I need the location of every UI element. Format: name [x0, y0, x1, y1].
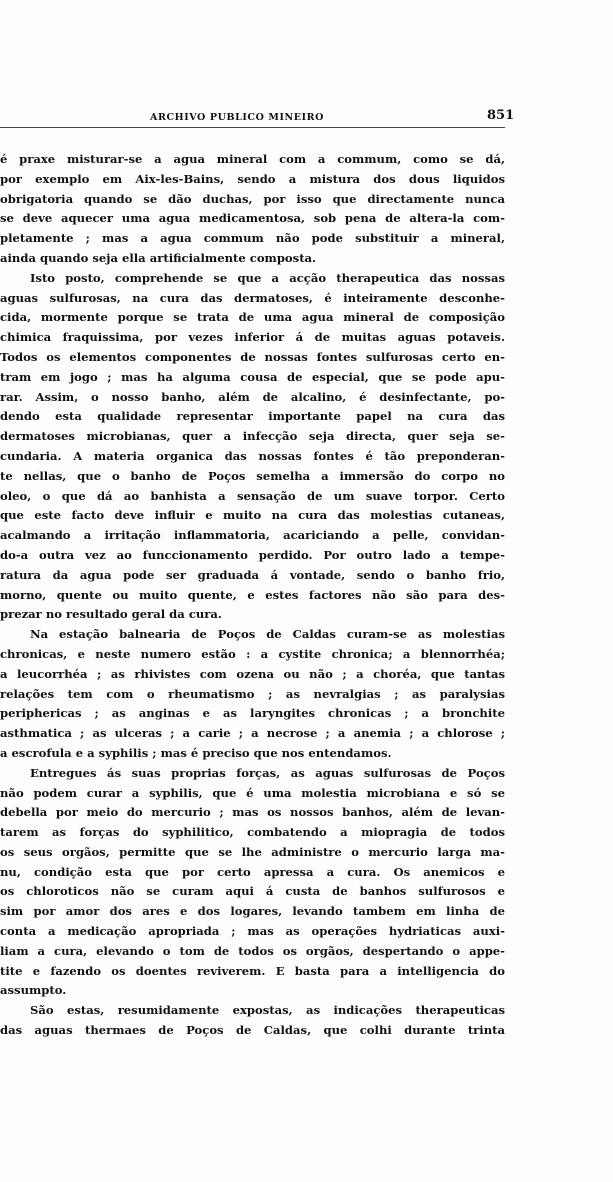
- text-line: prezar no resultado geral da cura.: [0, 607, 222, 622]
- text-line: cida, mormente porque se trata de uma agua mineral de composição: [0, 310, 505, 325]
- text-line: que este facto deve influir e muito na cura das molestias cutaneas,: [0, 508, 505, 523]
- text-line: dermatoses microbianas, quer a infecção seja directa, quer seja se-: [0, 429, 505, 444]
- text-line: do-a outra vez ao funccionamento perdido. Por outro lado a tempe-: [0, 547, 505, 562]
- text-line: não podem curar a syphilis, que é uma molestia microbiana e só se: [0, 785, 505, 800]
- text-line: asthmatica ; as ulceras ; a carie ; a necrose ; a anemia ; a chlorose ;: [0, 726, 505, 741]
- text-line: rar. Assim, o nosso banho, além de alcalino, é desinfectante, po-: [0, 389, 505, 404]
- text-line: Todos os elementos componentes de nossas fontes sulfurosas certo en-: [0, 349, 505, 364]
- text-line: obrigatoria quando se dão duchas, por isso que directamente nunca: [0, 191, 505, 206]
- text-line: tite e fazendo os doentes reviverem. E basta para a intelligencia do: [0, 963, 505, 978]
- text-line: pletamente ; mas a agua commum não pode substituir a mineral,: [0, 231, 505, 246]
- paragraph-start-line: Isto posto, comprehende se que a acção therapeutica das nossas: [30, 270, 505, 285]
- text-line: tarem as forças do syphilitico, combatendo a miopragia de todos: [0, 825, 505, 840]
- text-line: sim por amor dos ares e dos logares, levando tambem em linha de: [0, 904, 505, 919]
- text-line: aguas sulfurosas, na cura das dermatoses, é inteiramente desconhe-: [0, 290, 505, 305]
- text-line: se deve aquecer uma agua medicamentosa, sob pena de altera-la com-: [0, 211, 505, 226]
- text-line: acalmando a irritação inflammatoria, acariciando a pelle, convidan-: [0, 528, 505, 543]
- text-line: por exemplo em Aix-les-Bains, sendo a mistura dos dous liquidos: [0, 171, 505, 186]
- text-line: conta a medicação apropriada ; mas as operações hydriaticas auxi-: [0, 924, 505, 939]
- text-line: chronicas, e neste numero estão : a cystite chronica; a blennorrhéa;: [0, 646, 505, 661]
- text-line: nu, condição esta que por certo apressa a cura. Os anemicos e: [0, 864, 505, 879]
- paragraph-start-line: Na estação balnearia de Poços de Caldas curam-se as molestias: [30, 627, 505, 642]
- text-line: a leucorrhéa ; as rhivistes com ozena ou não ; a choréa, que tantas: [0, 666, 505, 681]
- text-line: relações tem com o rheumatismo ; as nevralgias ; as paralysias: [0, 686, 505, 701]
- text-line: ratura da agua pode ser graduada á vontade, sendo o banho frio,: [0, 567, 505, 582]
- text-line: os seus orgãos, permitte que se lhe administre o mercurio larga ma-: [0, 844, 505, 859]
- text-line: morno, quente ou muito quente, e estes factores não são para des-: [0, 587, 505, 602]
- text-line: dendo esta qualidade representar importante papel na cura das: [0, 409, 505, 424]
- text-line: te nellas, que o banho de Poços semelha a immersão do corpo no: [0, 468, 505, 483]
- text-line: oleo, o que dá ao banhista a sensação de um suave torpor. Certo: [0, 488, 505, 503]
- text-line: chimica fraquissima, por vezes inferior á de muitas aguas potaveis.: [0, 330, 505, 345]
- text-line: a escrofula e a syphilis ; mas é preciso que nos entendamos.: [0, 745, 392, 760]
- text-line: tram em jogo ; mas ha alguma cousa de especial, que se pode apu-: [0, 369, 505, 384]
- text-line: liam a cura, elevando o tom de todos os orgãos, despertando o appe-: [0, 943, 505, 958]
- text-line: é praxe misturar-se a agua mineral com a commum, como se dá,: [0, 152, 505, 166]
- text-line: debella por meio do mercurio ; mas os nossos banhos, além de levan-: [0, 805, 505, 820]
- body-text: [0, 150, 505, 1041]
- text-line: os chloroticos não se curam aqui á custa de banhos sulfurosos e: [0, 884, 505, 899]
- paragraph-start-line: Entregues ás suas proprias forças, as aguas sulfurosas de Poços: [30, 765, 505, 780]
- page-number: 851: [487, 108, 515, 123]
- text-line: das aguas thermaes de Poços de Caldas, que colhi durante trinta: [0, 1023, 505, 1038]
- text-line: cundaria. A materia organica das nossas fontes é tão preponderan-: [0, 448, 505, 463]
- header-rule: [0, 127, 505, 128]
- paragraph-start-line: São estas, resumidamente expostas, as indicações therapeuticas: [30, 1003, 505, 1018]
- running-title: ARCHIVO PUBLICO MINEIRO: [150, 112, 325, 123]
- text-line: periphericas ; as anginas e as laryngites chronicas ; a bronchite: [0, 706, 505, 721]
- text-line: ainda quando seja ella artificialmente composta.: [0, 250, 317, 265]
- text-line: assumpto.: [0, 983, 67, 998]
